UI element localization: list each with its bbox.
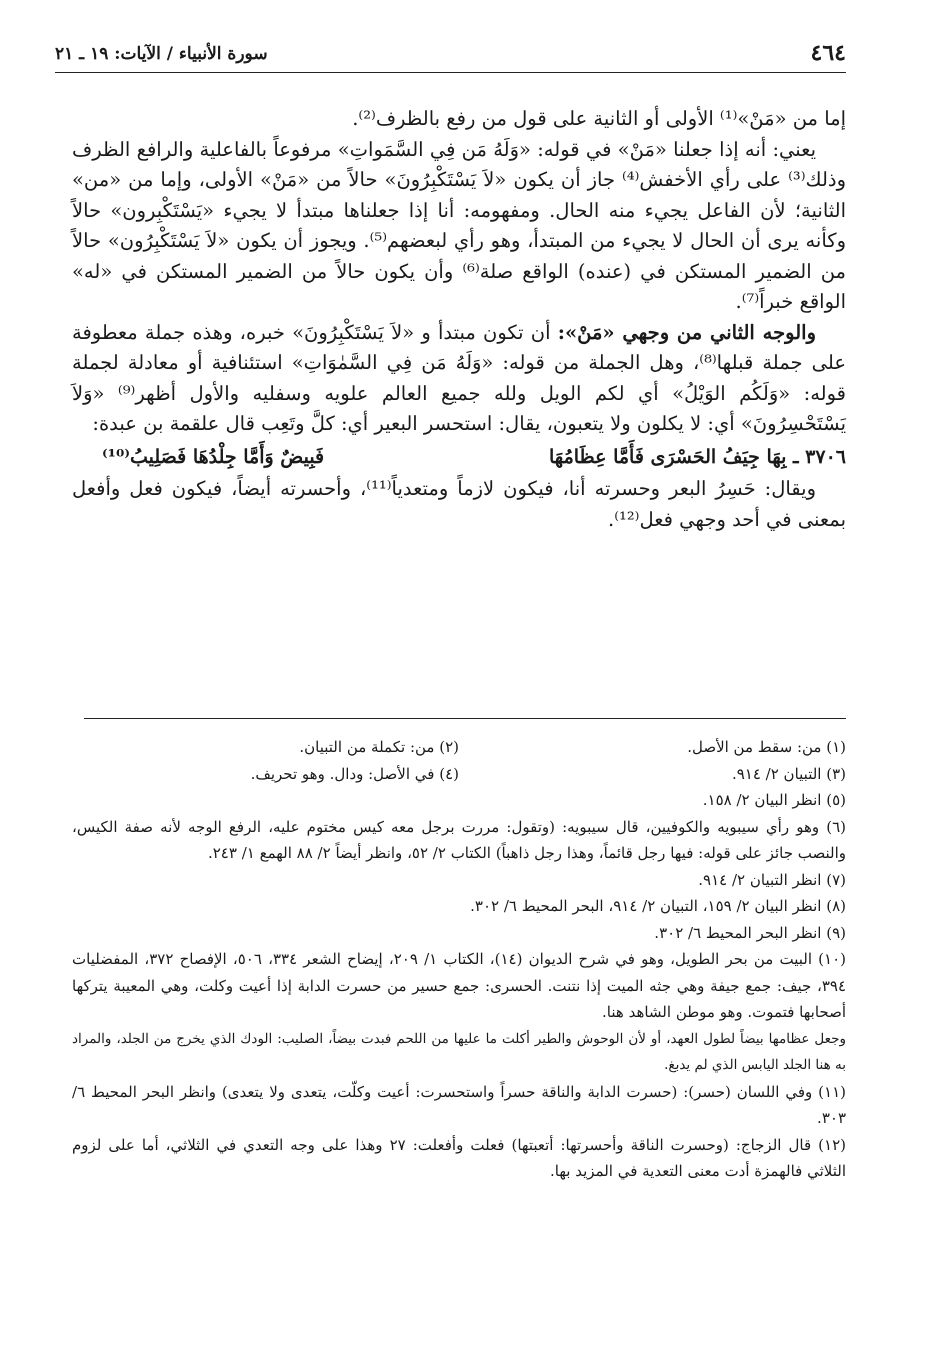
footnote-10-continued: وجعل عظامها بيضاً لطول العهد، أو لأن الوحوش والطير أكلت ما عليها من اللحم فبدت بيضاً، الصليب: الودك الذي يخرج من الجلد، والمراد به هنا الجلد اليابس الذي لم يدبغ. xyxy=(72,1030,846,1073)
footnote-row xyxy=(72,761,846,788)
footnote-1: (١) من: سقط من الأصل. xyxy=(687,738,846,756)
footnote-9: (٩) انظر البحر المحيط ٦/ ٣٠٢. xyxy=(654,923,846,942)
running-title: سورة الأنبياء / الآيات: ١٩ ـ ٢١ xyxy=(55,44,268,64)
footnote-3: (٣) التبيان ٢/ ٩١٤. xyxy=(731,764,846,783)
poetry-verse xyxy=(72,442,846,473)
page-header xyxy=(55,38,846,73)
footnote-11: (١١) وفي اللسان (حسر): (حسرت الدابة والناقة حسراً واستحسرت: أعيت وكلّت، يتعدى ولا يتعدى) وانظر البحر المحيط ٦/ ٣٠٣. xyxy=(72,1082,846,1127)
footnotes xyxy=(72,734,846,1185)
paragraph-2: يعني: أنه إذا جعلنا «مَنْ» في قوله: «وَلَهُ مَن فِي السَّمَواتِ» مرفوعاً بالفاعلية والرافع الظرف وذلك⁽³⁾ على رأي الأخفش⁽⁴⁾ جاز أن يكون «لاَ يَسْتَكْبِرُونَ» حالاً من «مَنْ» الأولى، وإما من «من» الثانية؛ لأن الفاعل يجيء منه الحال. ومفهومه: أنا إذا جعلناها مبتدأ لا يجيء «يَسْتَكْبِرون» حالاً وكأنه يرى أن الحال لا يجيء من المبتدأ، وهو رأي لبعضهم⁽⁵⁾. ويجوز أن يكون «لاَ يَسْتَكْبِرُون» حالاً من الضمير المستكن في (عنده) الواقع صلة⁽⁶⁾ وأن يكون حالاً من الضمير المستكن في «له» الواقع خبراً⁽⁷⁾. xyxy=(72,137,847,313)
footnote-divider xyxy=(84,718,846,719)
footnote-2: (٢) من: تكملة من التبيان. xyxy=(299,738,459,756)
paragraph-4: ويقال: حَسِرُ البعر وحسرته أنا، فيكون لازماً ومتعدياً⁽¹¹⁾، وأحسرته أيضاً، فيكون فعل وأفعل بمعنى في أحد وجهي فعل⁽¹²⁾. xyxy=(72,477,846,531)
verse-first-hemistich: ٣٧٠٦ ـ بِهَا جِيَفُ الحَسْرَى فَأَمَّا عِظَامُهَا xyxy=(549,445,846,468)
paragraph-1: إما من «مَنْ»⁽¹⁾ الأولى أو الثانية على قول من رفع بالظرف⁽²⁾. xyxy=(352,107,846,130)
paragraph-3-rest: أن تكون مبتدأ و «لاَ يَسْتَكْبِرُونَ» خبره، وهذه جملة معطوفة على جملة قبلها⁽⁸⁾، وهل الجملة من قوله: «وَلَهُ مَن فِي السَّمٰوَاتِ» استئنافية أو معادلة لجملة قوله: «وَلَكُم الوَيْلُ» أي لكم الويل ولله جميع العالم علويه وسفليه والأول أظهر⁽⁹⁾ «وَلاَ يَسْتَحْسِرُونَ» أي: لا يكلون ولا يتعبون، يقال: استحسر البعير أي: كلَّ وتَعِب قال علقمة بن عبدة: xyxy=(72,320,846,435)
footnote-7: (٧) انظر التبيان ٢/ ٩١٤. xyxy=(698,870,846,889)
main-text xyxy=(72,104,846,535)
footnote-12: (١٢) قال الزجاج: (وحسرت الناقة وأحسرتها: أتعبتها) فعلت وأفعلت: ٢٧ وهذا على وجه التعدي في الثلاثي، أما على لزوم الثلاثي فالهمزة أدت معنى التعدية في المزيد بها. xyxy=(72,1135,846,1180)
page-number: ٤٦٤ xyxy=(810,40,846,66)
paragraph-3 xyxy=(72,318,846,440)
footnote-6: (٦) وهو رأي سيبويه والكوفيين، قال سيبويه: (وتقول: مررت برجل معه كيس مختوم عليه، الرفع الوجه لأنه صفة الكيس، والنصب جائز على قوله: فيها رجل قائماً، وهذا رجل ذاهباً) الكتاب ٢/ ٥٢، وانظر أيضاً ٢/ ٨٨ الهمع ١/ ٢٤٣. xyxy=(72,817,846,862)
footnote-row xyxy=(72,734,846,761)
paragraph-3-lead: والوجه الثاني من وجهي «مَنْ»: xyxy=(557,320,816,344)
footnote-10: (١٠) البيت من بحر الطويل، وهو في شرح الديوان (١٤)، الكتاب ١/ ٢٠٩، إيضاح الشعر ٣٣٤، ٥٠٦، الإفصاح ٣٧٢، المفضليات ٣٩٤، جيف: جمع جيفة وهي جثه الميت إذا نتنت. الحسرى: جمع حسير من حسرت الدابة إذا أعيت وكلت، وهي المعيبة يتركها أصحابها فتموت. وهو موطن الشاهد هنا. xyxy=(72,950,847,1021)
footnote-5: (٥) انظر البيان ٢/ ١٥٨. xyxy=(702,791,846,809)
verse-second-hemistich: فَبِيضٌ وَأَمَّا جِلْدُهَا فَصَلِيبُ⁽¹⁰⁾ xyxy=(102,445,325,468)
footnote-8: (٨) انظر البيان ٢/ ١٥٩، التبيان ٢/ ٩١٤، البحر المحيط ٦/ ٣٠٢. xyxy=(470,897,846,915)
footnote-4: (٤) في الأصل: ودال. وهو تحريف. xyxy=(250,764,459,783)
